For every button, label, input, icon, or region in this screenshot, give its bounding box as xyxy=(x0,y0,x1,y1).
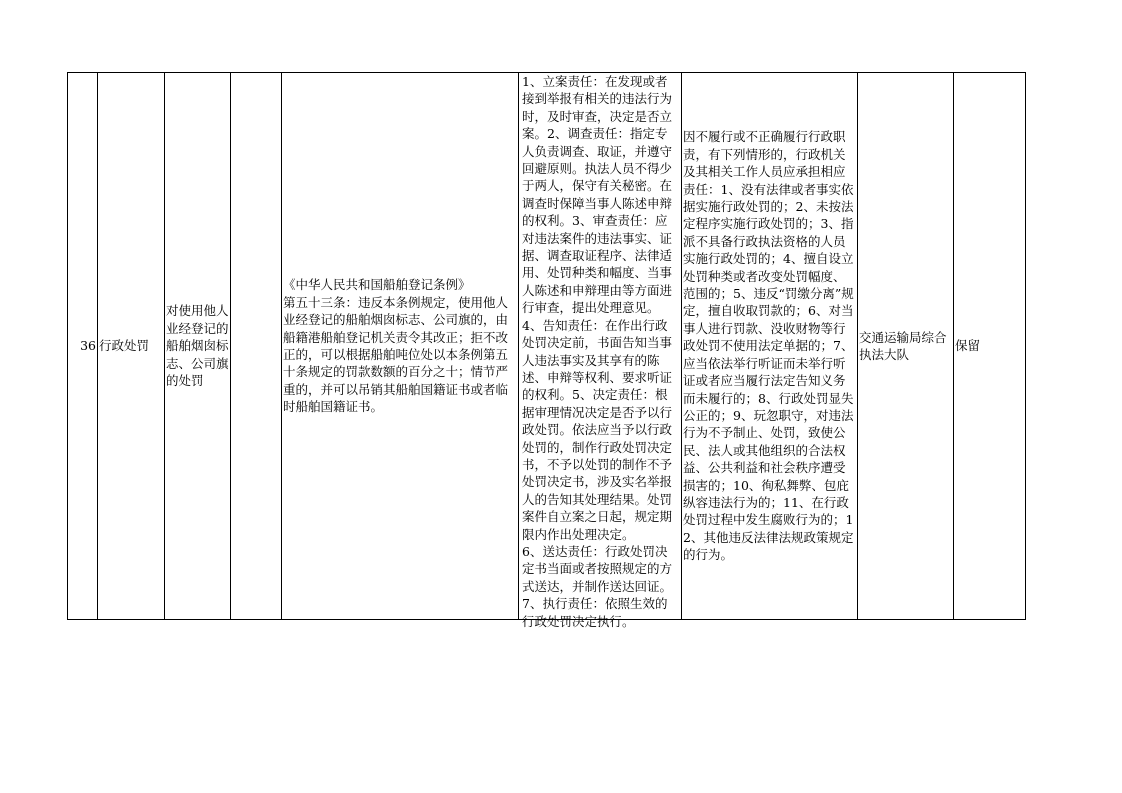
accountability-situations: 因不履行或不正确履行行政职责，有下列情形的，行政机关及其相关工作人员应承担相应责任：1、没有法律或者事实依据实施行政处罚的；2、未按法定程序实施行政处罚的；3、指派不具备行政执法资格的人员实施行政处罚的；4、擅自设立处罚种类或者改变处罚幅度、范围的；5、违反“罚缴分离”规定，擅自收取罚款的；6、对当事人进行罚款、没收财物等行政处罚不使用法定单据的；7、应当依法举行听证而未举行听证或者应当履行法定告知义务而未履行的；8、行政处罚显失公正的；9、玩忽职守，对违法行为不予制止、处罚，致使公民、法人或其他组织的合法权益、公共利益和社会秩序遭受损害的；10、徇私舞弊、包庇纵容违法行为的；11、在行政处罚过程中发生腐败行为的；12、其他违反法律法规政策规定的行为。 xyxy=(682,73,858,620)
responsibility-cell xyxy=(519,73,682,629)
table-row xyxy=(68,73,1026,620)
power-item-name: 对使用他人业经登记的船舶烟囱标志、公司旗的处罚 xyxy=(165,73,231,620)
row-number: 36 xyxy=(68,73,98,620)
power-category: 行政处罚 xyxy=(98,73,165,620)
remark: 保留 xyxy=(954,73,1026,620)
sub-item xyxy=(231,73,282,620)
responsible-department: 交通运输局综合执法大队 xyxy=(858,73,954,620)
legal-basis: 《中华人民共和国船舶登记条例》 第五十三条：违反本条例规定，使用他人业经登记的船舶烟囱标志、公司旗的，由船籍港船舶登记机关责令其改正；拒不改正的，可以根据船舶吨位处以本条例第五十条规定的罚款数额的百分之十；情节严重的，并可以吊销其船舶国籍证书或者临时船舶国籍证书。 xyxy=(282,73,519,620)
responsibility-text: 1、立案责任：在发现或者接到举报有相关的违法行为时，及时审查，决定是否立案。2、调查责任：指定专人负责调查、取证，并遵守回避原则。执法人员不得少于两人，保守有关秘密。在调查时保障当事人陈述申辩的权利。3、审查责任：应对违法案件的违法事实、证据、调查取证程序、法律适用、处罚种类和幅度、当事人陈述和申辩理由等方面进行审查，提出处理意见。4、告知责任：在作出行政处罚决定前，书面告知当事人违法事实及其享有的陈述、申辩等权利、要求听证的权利。5、决定责任：根据审理情况决定是否予以行政处罚。依法应当予以行政处罚的，制作行政处罚决定书，不予以处罚的制作不予处罚决定书，涉及实名举报人的告知其处理结果。处罚案件自立案之日起，规定期限内作出处理决定。 6、送达责任：行政处罚决定书当面或者按照规定的方式送达，并制作送达回证。7、执行责任：依照生效的行政处罚决定执行。 xyxy=(522,74,673,629)
power-list-table xyxy=(67,72,1026,629)
